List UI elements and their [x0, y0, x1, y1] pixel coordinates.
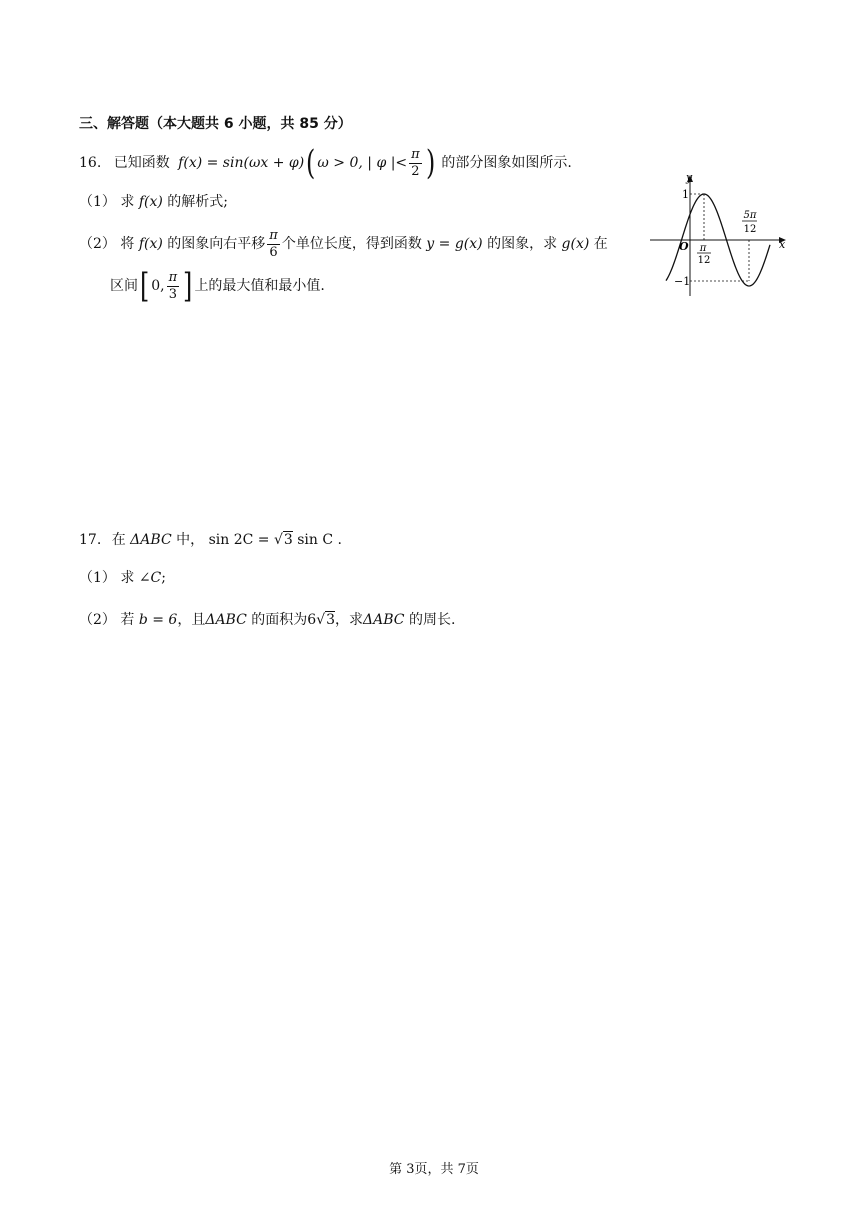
- q16-intro-end: 的部分图象如图所示.: [441, 155, 572, 171]
- q17-part2: [79, 610, 455, 630]
- fraction-pi-over-6: [267, 228, 280, 261]
- q16-part1: [79, 192, 228, 212]
- x-axis-label: x: [779, 238, 786, 251]
- q17-part2-sqrt-value: 3: [326, 612, 336, 628]
- section-heading: 三、解答题（本大题共 6 小题，共 85 分）: [79, 116, 352, 132]
- x-tick2-numerator: 5π: [743, 210, 757, 221]
- q16-part2-number: （2）: [79, 236, 116, 252]
- x-tick2-denominator: 12: [743, 224, 757, 235]
- q16-part2: [79, 224, 608, 264]
- q16-part2-text3: 个单位长度，得到函数: [281, 236, 422, 252]
- q17-part1-end: ;: [161, 570, 166, 586]
- frac-numerator: π: [269, 227, 278, 243]
- q16-part2-text4: 的图象，求: [487, 236, 558, 252]
- q16-part1-func: f(x): [138, 194, 163, 210]
- q17-part1-number: （1）: [79, 570, 116, 586]
- q16-number: 16.: [79, 155, 102, 171]
- paren-left: (: [306, 143, 316, 183]
- q17-part2-text3: 的面积为: [251, 612, 308, 628]
- sqrt-icon: √: [273, 532, 283, 548]
- q17-part2-text5: 的周长.: [408, 612, 456, 628]
- interval-left: 0,: [151, 278, 165, 294]
- q17-equation-end: sin C .: [297, 532, 342, 548]
- origin-label: O: [679, 240, 689, 253]
- q16-part2-text2: 的图象向右平移: [167, 236, 266, 252]
- q17-part2-triangle: ΔABC: [205, 612, 247, 628]
- bracket-left: [: [139, 266, 150, 306]
- q17-part1: [79, 568, 166, 588]
- q16-intro: 已知函数: [113, 155, 170, 171]
- q16-part2-text: 将: [120, 236, 135, 252]
- sine-graph: [646, 168, 792, 298]
- q17-part2-area-coef: 6: [307, 612, 317, 628]
- q17-stem: [79, 530, 342, 550]
- x-tick1-denominator: 12: [697, 255, 711, 266]
- page-footer: 第 3页，共 7页: [389, 1162, 479, 1177]
- q16-stem: [79, 141, 572, 185]
- q17-text2: 中，: [176, 532, 205, 548]
- q16-part2-text5: 在: [593, 236, 608, 252]
- y-axis-label: y: [686, 171, 693, 184]
- q17-part1-angle: ∠C: [138, 570, 162, 586]
- q16-part2-interval: [110, 264, 325, 308]
- q17-part2-triangle2: ΔABC: [363, 612, 405, 628]
- q17-part2-number: （2）: [79, 612, 116, 628]
- x-tick1-numerator: π: [699, 243, 707, 254]
- q17-text: 在: [111, 532, 126, 548]
- frac-denominator: 6: [269, 244, 278, 260]
- q17-part2-text4: ，求: [335, 612, 364, 628]
- q17-part2-b: b = 6: [138, 612, 178, 628]
- frac-denominator: 2: [411, 163, 420, 179]
- q16-part1-text: 求: [120, 194, 135, 210]
- q17-sqrt-value: 3: [283, 532, 293, 548]
- y-tick-neg1: −1: [674, 275, 691, 288]
- fraction-pi-over-3: [167, 270, 180, 303]
- sqrt-icon: √: [316, 612, 326, 628]
- fraction-pi-over-2: [409, 147, 422, 180]
- q16-condition: ω > 0, | φ |<: [317, 155, 408, 171]
- q17-part2-text2: ，且: [177, 612, 206, 628]
- q16-part2-g: y = g(x): [426, 236, 483, 252]
- q16-function: f(x) = sin(ωx + φ): [178, 155, 305, 171]
- q17-part2-text: 若: [120, 612, 135, 628]
- frac-numerator: π: [168, 269, 178, 285]
- q16-interval-label: 区间: [110, 278, 138, 294]
- q16-part2-g2: g(x): [561, 236, 590, 252]
- q17-triangle: ΔABC: [130, 532, 172, 548]
- paren-right: ): [425, 143, 435, 183]
- y-tick-1: 1: [682, 188, 689, 201]
- q16-part1-text-end: 的解析式;: [167, 194, 229, 210]
- frac-denominator: 3: [168, 286, 178, 302]
- q16-part2-func: f(x): [138, 236, 163, 252]
- bracket-right: ]: [183, 266, 193, 306]
- frac-numerator: π: [411, 146, 420, 162]
- q16-interval-text: 上的最大值和最小值.: [194, 278, 325, 294]
- q17-part1-text: 求: [120, 570, 135, 586]
- q17-number: 17.: [79, 532, 102, 548]
- q17-equation: sin 2C =: [208, 532, 274, 548]
- q16-part1-number: （1）: [79, 194, 116, 210]
